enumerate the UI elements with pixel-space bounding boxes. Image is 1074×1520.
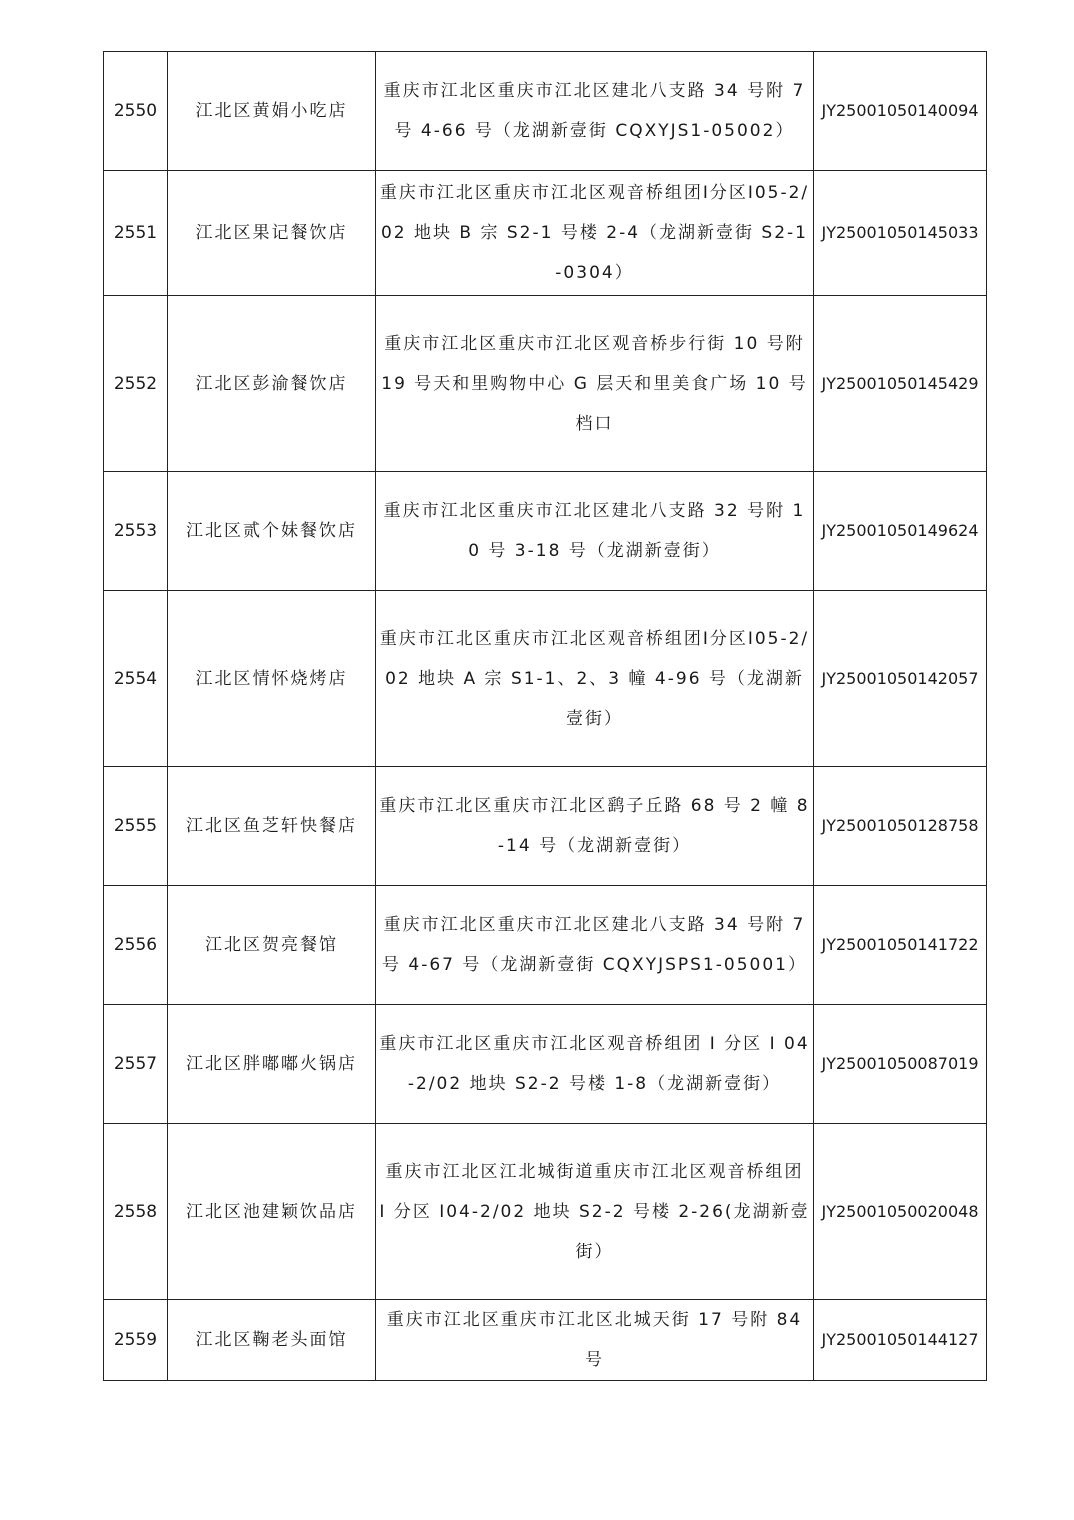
business-name: 江北区黄娟小吃店	[168, 52, 376, 171]
row-number: 2551	[104, 171, 168, 296]
table-row	[104, 472, 987, 591]
business-address: 重庆市江北区重庆市江北区建北八支路 32 号附 10 号 3-18 号（龙湖新壹街）	[376, 472, 814, 591]
business-name: 江北区池建颖饮品店	[168, 1124, 376, 1300]
license-number: JY25001050141722	[814, 886, 987, 1005]
row-number: 2553	[104, 472, 168, 591]
business-name: 江北区贰个妹餐饮店	[168, 472, 376, 591]
business-name: 江北区彭渝餐饮店	[168, 296, 376, 472]
license-number: JY25001050145429	[814, 296, 987, 472]
row-number: 2559	[104, 1300, 168, 1381]
business-address: 重庆市江北区重庆市江北区观音桥步行街 10 号附 19 号天和里购物中心 G 层天和里美食广场 10 号档口	[376, 296, 814, 472]
license-number: JY25001050149624	[814, 472, 987, 591]
business-address: 重庆市江北区重庆市江北区北城天街 17 号附 84 号	[376, 1300, 814, 1381]
table-row	[104, 1300, 987, 1381]
license-number: JY25001050140094	[814, 52, 987, 171]
table-row	[104, 296, 987, 472]
license-number: JY25001050145033	[814, 171, 987, 296]
table-row	[104, 591, 987, 767]
business-name: 江北区胖嘟嘟火锅店	[168, 1005, 376, 1124]
business-name: 江北区情怀烧烤店	[168, 591, 376, 767]
business-registry-table	[103, 51, 987, 1381]
license-number: JY25001050142057	[814, 591, 987, 767]
table-row	[104, 171, 987, 296]
business-address: 重庆市江北区重庆市江北区观音桥组团Ⅰ分区Ⅰ05-2/02 地块 B 宗 S2-1 号楼 2-4（龙湖新壹街 S2-1-0304）	[376, 171, 814, 296]
license-number: JY25001050087019	[814, 1005, 987, 1124]
license-number: JY25001050020048	[814, 1124, 987, 1300]
row-number: 2554	[104, 591, 168, 767]
business-address: 重庆市江北区重庆市江北区建北八支路 34 号附 7 号 4-67 号（龙湖新壹街 CQXYJSPS1-05001）	[376, 886, 814, 1005]
table-row	[104, 1005, 987, 1124]
row-number: 2558	[104, 1124, 168, 1300]
row-number: 2550	[104, 52, 168, 171]
row-number: 2555	[104, 767, 168, 886]
business-name: 江北区鞠老头面馆	[168, 1300, 376, 1381]
table-row	[104, 1124, 987, 1300]
business-name: 江北区贺亮餐馆	[168, 886, 376, 1005]
table-row	[104, 52, 987, 171]
license-number: JY25001050144127	[814, 1300, 987, 1381]
row-number: 2557	[104, 1005, 168, 1124]
license-number: JY25001050128758	[814, 767, 987, 886]
row-number: 2556	[104, 886, 168, 1005]
business-address: 重庆市江北区重庆市江北区观音桥组团 I 分区 I 04-2/02 地块 S2-2 号楼 1-8（龙湖新壹街）	[376, 1005, 814, 1124]
business-address: 重庆市江北区江北城街道重庆市江北区观音桥组团 I 分区 I04-2/02 地块 S2-2 号楼 2-26(龙湖新壹街）	[376, 1124, 814, 1300]
table-row	[104, 767, 987, 886]
table-row	[104, 886, 987, 1005]
row-number: 2552	[104, 296, 168, 472]
business-name: 江北区果记餐饮店	[168, 171, 376, 296]
business-address: 重庆市江北区重庆市江北区观音桥组团Ⅰ分区Ⅰ05-2/02 地块 A 宗 S1-1、2、3 幢 4-96 号（龙湖新壹街）	[376, 591, 814, 767]
business-address: 重庆市江北区重庆市江北区建北八支路 34 号附 7 号 4-66 号（龙湖新壹街 CQXYJS1-05002）	[376, 52, 814, 171]
business-name: 江北区鱼芝轩快餐店	[168, 767, 376, 886]
business-address: 重庆市江北区重庆市江北区鹞子丘路 68 号 2 幢 8-14 号（龙湖新壹街）	[376, 767, 814, 886]
